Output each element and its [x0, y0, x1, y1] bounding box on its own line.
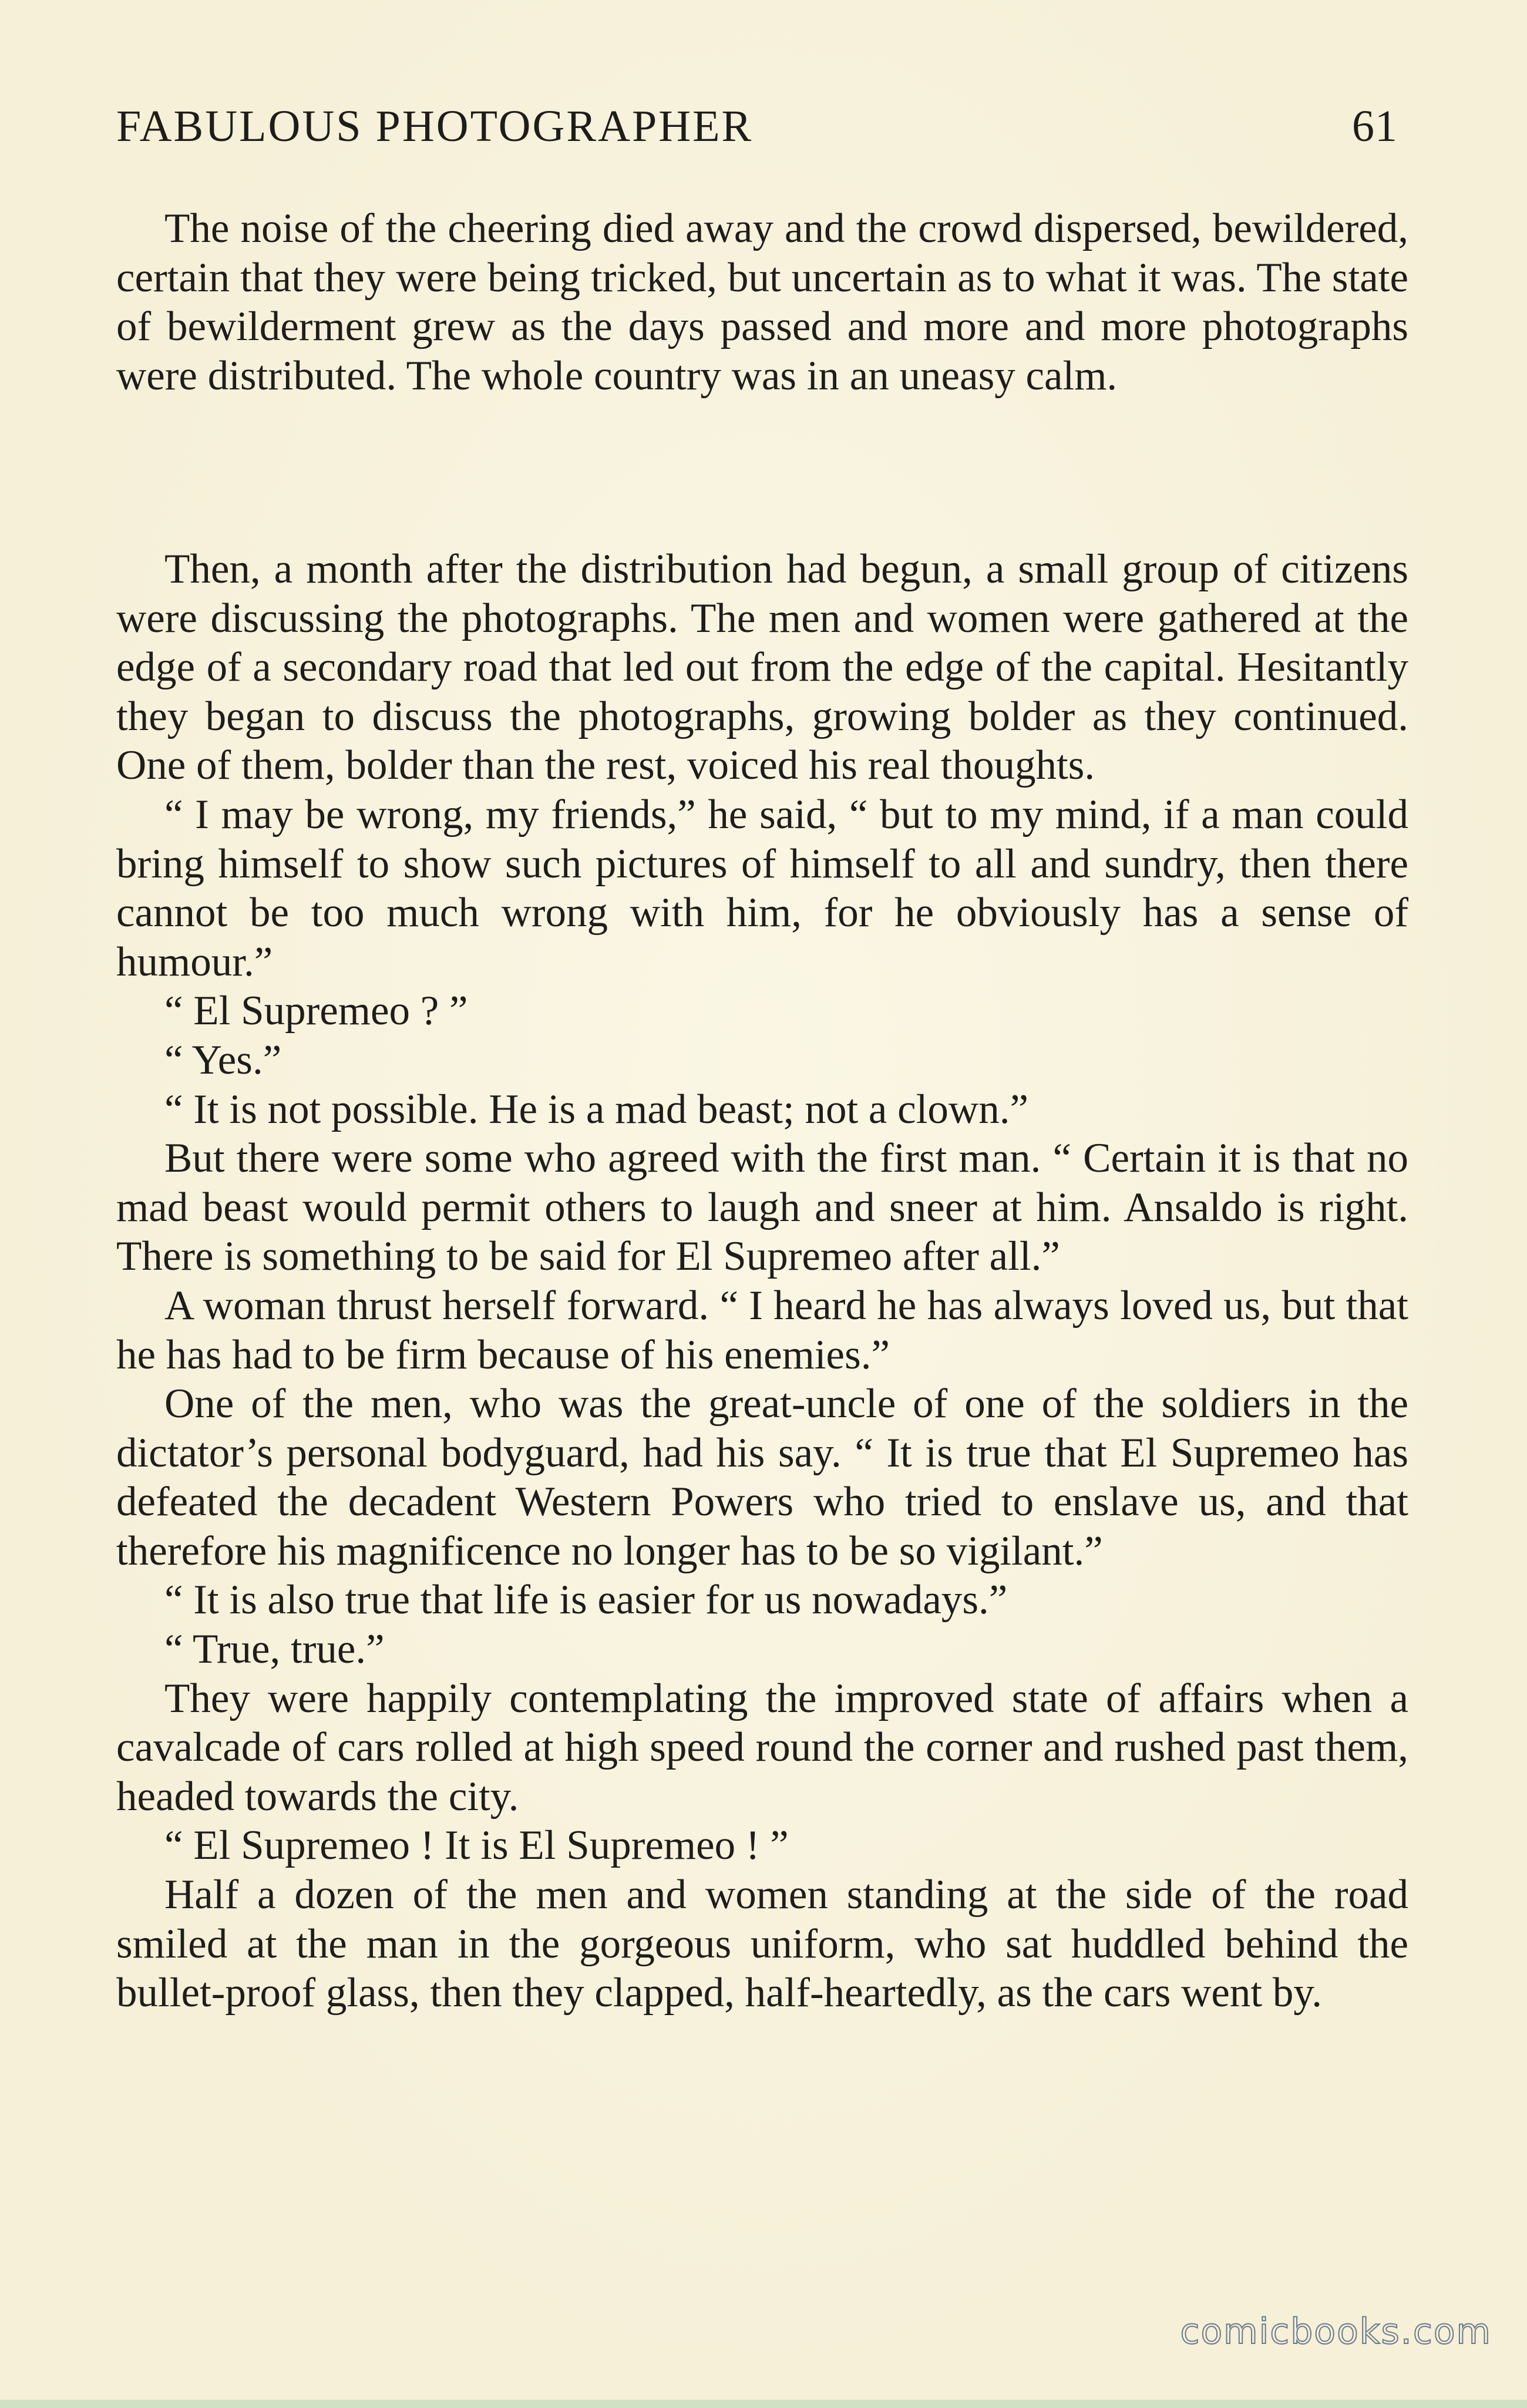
watermark: comicbooks.com	[1180, 2311, 1492, 2352]
running-head	[116, 94, 1398, 159]
paragraph: Half a dozen of the men and women standing at the side of the road smiled at the man in the gorgeous uniform, who sat huddled behind the bullet-proof glass, then they clapped, half-heartedly, as the cars went by.	[116, 1872, 1408, 2016]
paragraph: “ El Supremeo ? ”	[164, 988, 468, 1034]
paragraph: “ It is not possible. He is a mad beast; not a clown.”	[164, 1086, 1028, 1132]
paragraph: “ Yes.”	[164, 1037, 282, 1083]
paragraph: A woman thrust herself forward. “ I heard he has always loved us, but that he has had to be firm because of his enemies.”	[116, 1282, 1408, 1378]
paragraph: “ True, true.”	[164, 1626, 385, 1673]
paragraph: “ It is also true that life is easier for us nowadays.”	[164, 1577, 1008, 1623]
paragraph: “ I may be wrong, my friends,” he said, “ but to my mind, if a man could bring himself to show such pictures of himself to all and sundry, then there cannot be too much wrong with him, for he obviously has a sense of humour.”	[116, 791, 1408, 985]
paragraph: “ El Supremeo ! It is El Supremeo ! ”	[164, 1822, 789, 1869]
paragraph: The noise of the cheering died away and the crowd dispersed, bewildered, certain that they were being tricked, but uncertain as to what it was. The state of bewilderment grew as the days passed and more and more photographs were distributed. The whole country was in an uneasy calm.	[116, 206, 1408, 399]
paragraph: Then, a month after the distribution had begun, a small group of citizens were discussing the photographs. The men and women were gathered at the edge of a secondary road that led out from the edge of the capital. Hesitantly they began to discuss the photographs, growing bolder as they continued. One of them, bolder than the rest, voiced his real thoughts.	[116, 546, 1408, 789]
text-section-2	[116, 545, 1408, 2018]
paragraph: But there were some who agreed with the first man. “ Certain it is that no mad beast would permit others to laugh and sneer at him. Ansaldo is right. There is something to be said for El Supremeo after all.”	[116, 1135, 1408, 1280]
running-title: FABULOUS PHOTOGRAPHER	[116, 102, 754, 151]
page-number: 61	[1352, 102, 1398, 151]
text-section-1	[116, 204, 1408, 401]
paragraph: One of the men, who was the great-uncle of one of the soldiers in the dictator’s personal bodyguard, had his say. “ It is true that El Supremeo has defeated the decadent Western Powers who tried to enslave us, and that therefore his magnificence no longer has to be so vigilant.”	[116, 1381, 1408, 1574]
scan-edge	[0, 2400, 1527, 2408]
paragraph: They were happily contemplating the improved state of affairs when a cavalcade of cars rolled at high speed round the corner and rushed past them, headed towards the city.	[116, 1675, 1408, 1820]
